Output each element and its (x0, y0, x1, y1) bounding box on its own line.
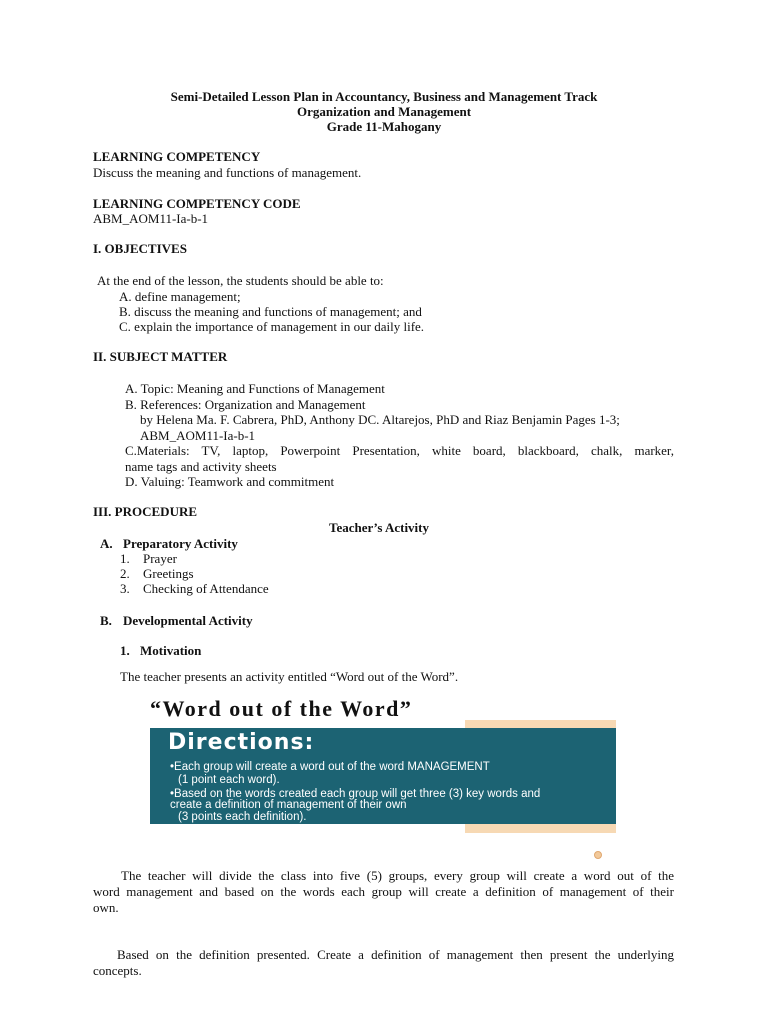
motivation-intro: The teacher presents an activity entitled “Word out of the Word”. (120, 669, 459, 684)
directions-line: •Based on the words created each group will get three (3) key words and (170, 788, 541, 800)
paragraph-line: Based on the definition presented. Create a definition of management then present the underlying (117, 947, 674, 962)
document-title: Semi-Detailed Lesson Plan in Accountancy, Business and Management Track (170, 89, 598, 104)
subject-materials-cont: name tags and activity sheets (125, 459, 277, 474)
paragraph-line: own. (93, 900, 119, 915)
teachers-activity-heading: Teacher’s Activity (329, 520, 430, 535)
subject-authors: by Helena Ma. F. Cabrera, PhD, Anthony DC. Altarejos, PhD and Riaz Benjamin Pages 1-3; (140, 412, 620, 427)
directions-heading: Directions: (168, 730, 315, 755)
decorative-dot (594, 851, 602, 859)
subject-valuing: D. Valuing: Teamwork and commitment (125, 474, 335, 489)
competency-code-text: ABM_AOM11-Ia-b-1 (93, 211, 209, 226)
list-item: Prayer (143, 551, 177, 566)
subject-topic: A. Topic: Meaning and Functions of Management (125, 381, 385, 396)
developmental-title: Developmental Activity (123, 613, 253, 628)
list-item: Greetings (143, 566, 194, 581)
list-number: 2. (120, 566, 130, 581)
list-item: Checking of Attendance (143, 581, 269, 596)
procedure-heading: III. PROCEDURE (93, 504, 198, 519)
directions-line: (1 point each word). (178, 774, 280, 786)
list-number: 3. (120, 581, 130, 596)
list-number: 1. (120, 551, 130, 566)
document-subtitle: Organization and Management (296, 104, 472, 119)
objective-item: B. discuss the meaning and functions of management; and (119, 304, 422, 319)
subject-references: B. References: Organization and Management (125, 397, 366, 412)
competency-text: Discuss the meaning and functions of management. (93, 165, 362, 180)
competency-code-heading: LEARNING COMPETENCY CODE (93, 196, 301, 211)
objective-item: C. explain the importance of management in our daily life. (119, 319, 425, 334)
competency-heading: LEARNING COMPETENCY (93, 149, 261, 164)
directions-line: (3 points each definition). (178, 811, 307, 823)
directions-line: •Each group will create a word out of the word MANAGEMENT (170, 761, 490, 773)
paragraph-line: concepts. (93, 963, 142, 978)
paragraph-line: The teacher will divide the class into five (5) groups, every group will create a word out of the (121, 868, 674, 883)
subject-code: ABM_AOM11-Ia-b-1 (140, 428, 256, 443)
activity-title: “Word out of the Word” (150, 696, 413, 721)
document-grade: Grade 11-Mahogany (326, 119, 442, 134)
subject-materials: C.Materials: TV, laptop, Powerpoint Presentation, white board, blackboard, chalk, marker, (125, 443, 674, 458)
preparatory-label: A. (100, 536, 113, 551)
directions-line: create a definition of management of their own (170, 799, 407, 811)
paragraph-line: word management and based on the words each group will create a definition of management of their (93, 884, 674, 899)
subject-matter-heading: II. SUBJECT MATTER (93, 349, 228, 364)
developmental-label: B. (100, 613, 112, 628)
motivation-title: Motivation (140, 643, 202, 658)
objective-item: A. define management; (119, 289, 241, 304)
objectives-heading: I. OBJECTIVES (93, 241, 187, 256)
objectives-intro: At the end of the lesson, the students should be able to: (97, 273, 384, 288)
motivation-number: 1. (120, 643, 130, 658)
preparatory-title: Preparatory Activity (123, 536, 238, 551)
